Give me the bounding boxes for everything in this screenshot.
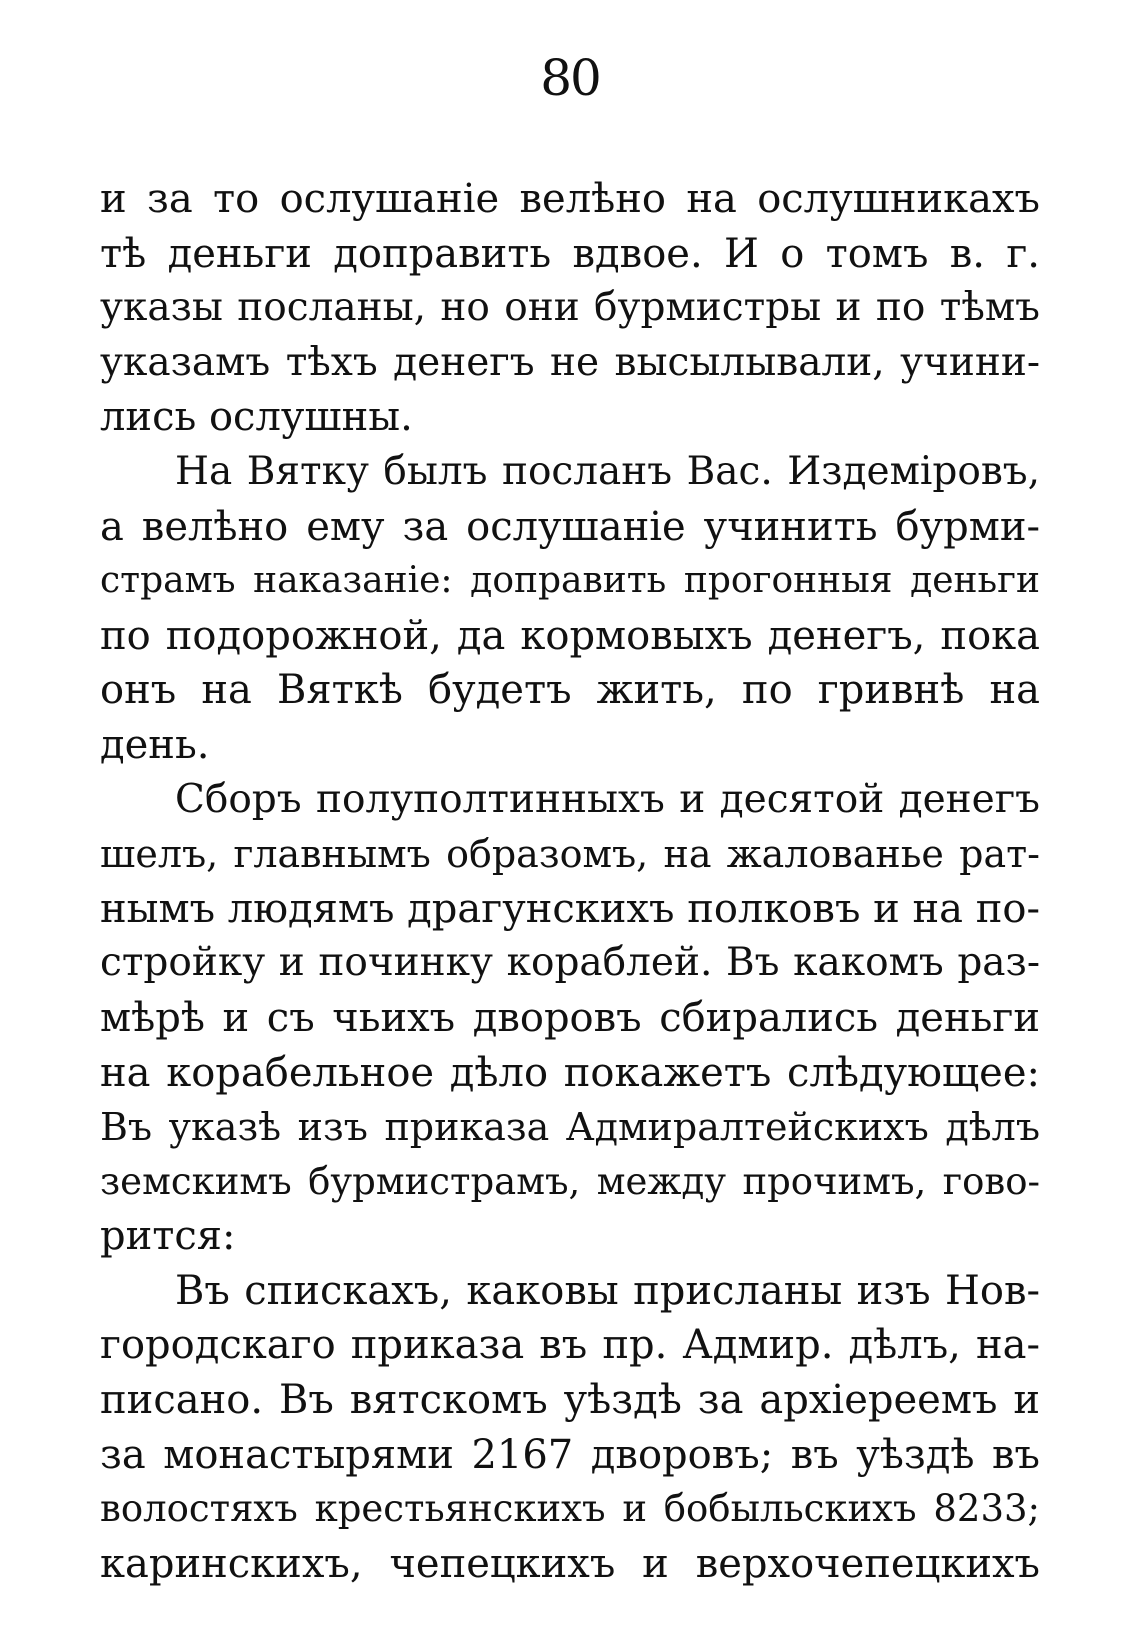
text-line: нымъ людямъ драгунскихъ полковъ и на по- [100,885,1040,932]
text-line: Въ спискахъ, каковы присланы изъ Нов- [175,1267,1040,1314]
text-line: На Вятку былъ посланъ Вас. Издеміровъ, [175,448,1040,494]
text-line: и за то ослушаніе велѣно на ослушникахъ [100,176,1040,222]
page-number: 80 [540,49,600,107]
text-line: шелъ, главнымъ образомъ, на жалованье рат- [100,832,1040,877]
text-line: по подорожной, да кормовыхъ денегъ, пока [100,612,1040,659]
text-line: городскаго приказа въ пр. Адмир. дѣлъ, на- [100,1322,1040,1369]
text-line: Въ указѣ изъ приказа Адмиралтейскихъ дѣлъ [100,1105,1040,1150]
text-line: день. [100,721,210,768]
text-line: онъ на Вяткѣ будетъ жить, по гривнѣ на [100,667,1040,714]
text-line: писано. Въ вятскомъ уѣздѣ за архіереемъ и [100,1377,1040,1424]
text-line: стройку и починку кораблей. Въ какомъ раз- [100,940,1040,986]
text-line: рится: [100,1213,236,1260]
text-line: Сборъ полуполтинныхъ и десятой денегъ [175,776,1040,822]
text-line: на корабельное дѣло покажетъ слѣдующее: [100,1049,1040,1096]
text-line: указы посланы, но они бурмистры и по тѣмъ [100,285,1040,331]
text-line: указамъ тѣхъ денегъ не высылывали, учини- [100,339,1040,385]
text-line: тѣ деньги доправить вдвое. И о томъ в. г. [100,230,1040,277]
text-line: лись ослушны. [100,394,413,441]
text-line: земскимъ бурмистрамъ, между прочимъ, гово- [100,1159,1040,1203]
text-line: каринскихъ, чепецкихъ и верхочепецкихъ [100,1540,1040,1587]
text-line: а велѣно ему за ослушаніе учинить бурми- [100,503,1040,550]
body-text [100,172,1040,1591]
text-line: страмъ наказаніе: доправить прогонныя деньги [100,560,1040,602]
text-line: за монастырями 2167 дворовъ; въ уѣздѣ въ [100,1431,1040,1478]
text-line: мѣрѣ и съ чьихъ дворовъ сбирались деньги [100,994,1040,1041]
text-line: волостяхъ крестьянскихъ и бобыльскихъ 8233; [100,1487,1040,1531]
